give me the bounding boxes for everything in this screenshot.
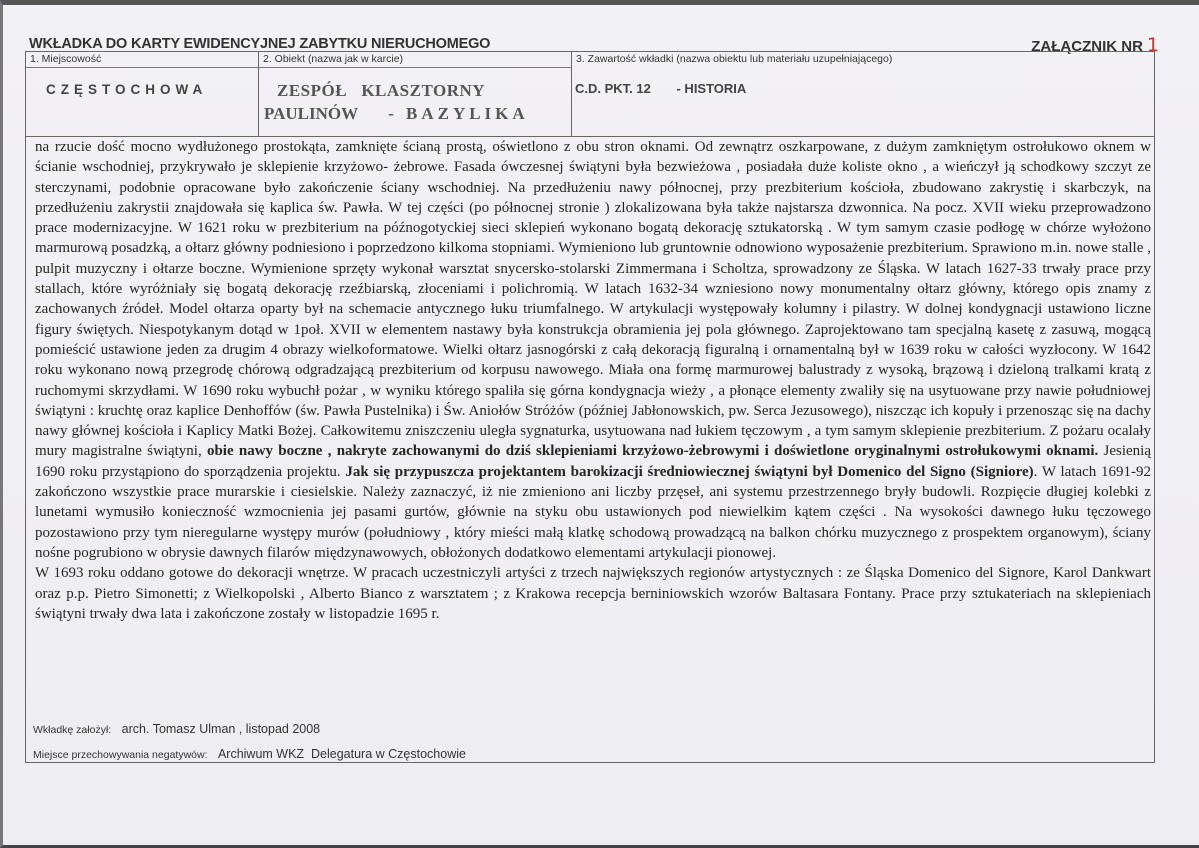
storage-value: Archiwum WKZ Delegatura w Częstochowie (217, 747, 466, 761)
paragraph-2: W 1693 roku oddano gotowe do dekoracji wnętrze. W pracach uczestniczyli artyści z trzech największych regionów artystycznych : ze Śląska Domenico del Signore, Karol Dankwart oraz p.p. Pietro Simonetti; z Wielkopolski , Alberto Bianco z warsztatem ; z Krakowa recepcja berniniowskich wzorów Baltasara Fontany. Prace przy sztukateriach na sklepieniach świątyni trwały dwa lata i zakończone zostały w listopadzie 1695 r. (35, 565, 1151, 622)
history-text (35, 137, 1151, 624)
paragraph-1-part-a: na rzucie dość mocno wydłużonego prostokąta, zamknięte ścianą prostą, oświetlono z obu stron oknami. Od zewnątrz oszkarpowane, z dużym zamkniętym ostrołukowo oknem w ścianie wschodniej, przykrywało je sklepienie krzyżowo- żebrowe. Fasada ówczesnej świątyni była bezwieżowa , posiadała duże koliste okno , a wieńczył ją schodkowy szczyt ze sterczynami, podobnie opracowane było zakończenie ściany wschodniej. Na przedłużeniu nawy północnej, przy prezbiterium kościoła, zbudowano zakrystię i skarbczyk, na przedłużeniu zakrystii znajdowała się kaplica św. Pawła. W tej części (po północnej stronie ) zlokalizowana była także najstarsza dzwonnica. Na pocz. XVII wieku przeprowadzono prace modernizacyjne. W 1621 roku w prezbiterium na późnogotyckiej sieci sklepień wykonano bogatą dekorację sztukatorską . W tym samym czasie podłogę w chórze wyłożono marmurową posadzką, a ołtarz główny podniesiono i poprzedzono kilkoma stopniami. Wymieniono lub gruntownie odnowiono wyposażenie prezbiterium. Sprawiono m.in. nowe stalle , pulpit muzyczny i ołtarze boczne. Wymienione sprzęty wykonał warsztat snycersko-stolarski Zimmermana i Scholtza, sprowadzony ze Śląska. W latach 1627-33 trwały prace przy stallach, które wyróżniały się bogatą dekorację rzeźbiarską, złoceniami i polichromią. W latach 1632-34 wzniesiono nowy monumentalny ołtarz główny, którego opis znamy z zachowanych źródeł. Model ołtarza oparty był na schemacie antycznego łuku triumfalnego. W artykulacji występowały kolumny i pilastry. W dolnej kondygnacji ustawiono liczne figury świętych. Niespotykanym dotąd w 1poł. XVII w elementem nastawy była konstrukcja obramienia jej pola głównego. Zaprojektowano tam specjalną kasetę z zasuwą, mogącą pomieścić ustawione jeden za drugim 4 obrazy wielkoformatowe. Wielki ołtarz jasnogórski z całą dekoracją figuralną i ornamentalną był w 1639 roku w całości wyzłocony. W 1642 roku wykonano nową przegrodę chórową odgradzającą prezbiterium od korpusu nawowego. Miała ona formę marmurowej balustrady z wysoką, brązową i dzieloną tralkami kratą z ruchomymi skrzydłami. W 1690 roku wybuchł pożar , w wyniku którego spaliła się górna kondygnacja wieży , a płonące elementy zwaliły się na usytuowane przy nawie południowej świątyni : kruchtę oraz kaplice Denhoffów (św. Pawła Pustelnika) i Św. Aniołów Stróżów (później Jabłonowskich, pw. Serca Jezusowego), niszcząc ich kopuły i przenosząc się na dachy nawy głównej kościoła i Kaplicy Matki Bożej. Całkowitemu zniszczeniu uległa sygnaturka, usytuowana nad łukiem tęczowym , a tym samym sklepienie prezbiterium. Z pożaru ocalały mury magistralne świątyni, (35, 139, 1151, 460)
author-value: arch. Tomasz Ulman , listopad 2008 (121, 722, 321, 736)
attachment-label-text: ZAŁĄCZNIK NR (1031, 38, 1143, 55)
object-line-2b: - BAZYLIKA (388, 104, 529, 123)
field-contents-label: 3. Zawartość wkładki (nazwa obiektu lub materiału uzupełniającego) (576, 53, 893, 65)
paragraph-1-part-b: Jesienią 1690 roku przystąpiono do sporządzenia projektu. (35, 443, 1151, 480)
storage-label: Miejsce przechowywania negatywów: (33, 749, 208, 761)
paragraph-1-bold-a: obie nawy boczne , nakryte zachowanymi do dziś sklepieniami krzyżowo-żebrowymi i doświetlone oryginalnymi ostrołukowymi oknami. (206, 443, 1099, 460)
paragraph-1 (35, 137, 1151, 563)
history-text-box (25, 137, 1155, 763)
contents-topic: - HISTORIA (676, 81, 747, 96)
field-object (259, 52, 572, 136)
header-table (25, 51, 1155, 137)
object-line-2a: PAULINÓW (264, 104, 358, 123)
field-object-value (264, 79, 529, 125)
object-line-1: ZESPÓŁ KLASZTORNY (277, 81, 486, 100)
field-locality-label: 1. Miejscowość (26, 52, 258, 68)
field-contents-value (575, 81, 746, 96)
field-locality-value: CZĘSTOCHOWA (46, 82, 208, 97)
attachment-number: 1 (1146, 34, 1159, 56)
contents-point: C.D. PKT. 12 (575, 81, 651, 96)
author-label: Wkładkę założył: (33, 724, 112, 736)
paragraph-1-bold-b: Jak się przypuszcza projektantem barokizacji średniowiecznej świątyni był Domenico del Signo (Signiore) (345, 463, 1034, 480)
paragraph-1-part-c: . W latach 1691-92 zakończono wszystkie prace murarskie i ciesielskie. Należy zaznaczyć, iż nie zmieniono ani liczby przęseł, ani systemu przestrzennego bryły budowli. Rozpięcie długiej kolebki z lunetami wymusiło konieczność wzmocnienia jej pasami gurtów, głównie na styku obu ustawionych pod niewielkim kątem części . Na wysokości dawnego łuku tęczowego pozostawiono przy tym nieregularne występy murów (południowy , który mieści małą klatkę schodową prowadzącą na balkon chórku muzycznego z prospektem organowym), ściany nośne pogrubiono w obrysie dawnych filarów międzynawowych, obłożonych dodatkowo elementami artykulacji pionowej. (35, 463, 1152, 561)
author-line (33, 720, 320, 738)
storage-line (33, 745, 466, 763)
document-title: WKŁADKA DO KARTY EWIDENCYJNEJ ZABYTKU NIERUCHOMEGO (29, 36, 491, 52)
field-object-label: 2. Obiekt (nazwa jak w karcie) (259, 52, 571, 68)
object-line-2 (264, 102, 529, 125)
field-locality (26, 52, 259, 136)
field-contents (572, 52, 1154, 136)
